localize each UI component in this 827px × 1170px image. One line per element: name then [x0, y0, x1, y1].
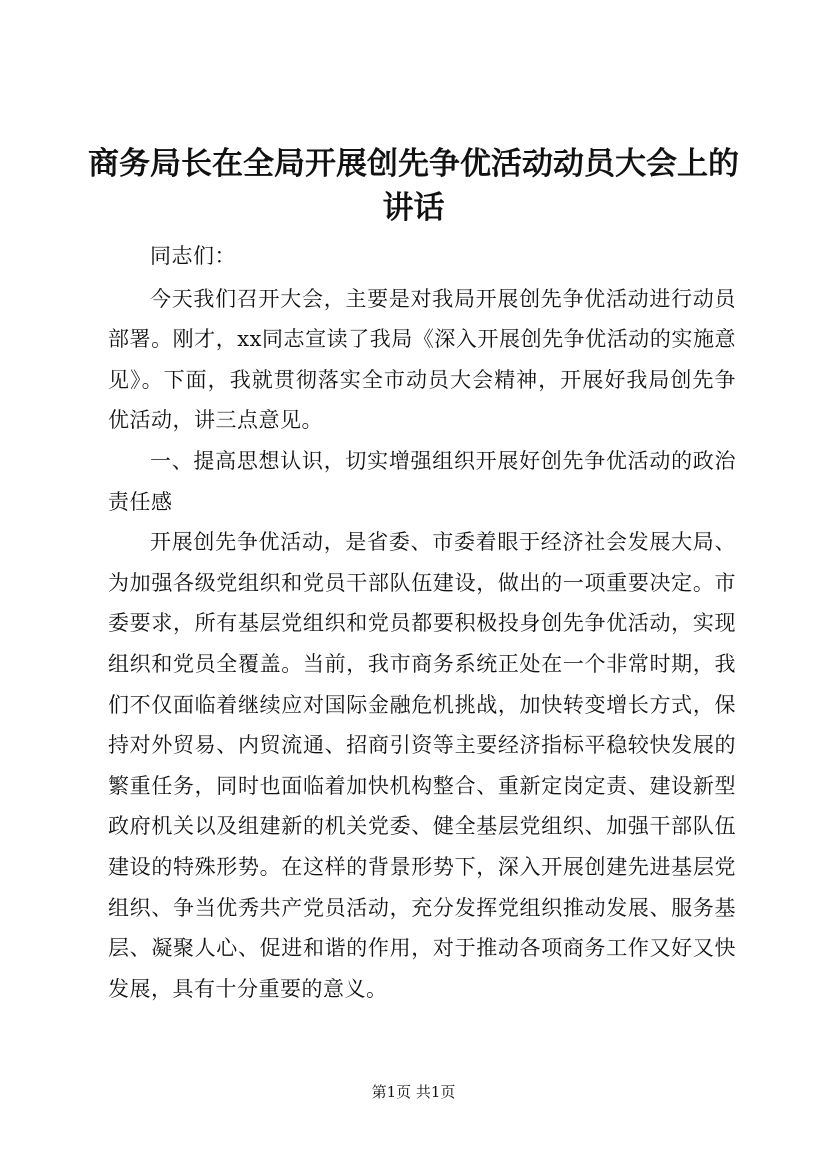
document-title: 商务局长在全局开展创先争优活动动员大会上的讲话 — [88, 146, 739, 226]
page-footer: 第1页 共1页 — [371, 1083, 456, 1101]
salutation: 同志们： — [150, 244, 236, 268]
document-body — [108, 236, 736, 1009]
section-heading-1: 一、提高思想认识，切实增强组织开展好创先争优活动的政治责任感 — [108, 448, 736, 514]
paragraph-section-1: 开展创先争优活动，是省委、市委着眼于经济社会发展大局、为加强各级党组织和党员干部队伍建设，做出的一项重要决定。市委要求，所有基层党组织和党员都要积极投身创先争优活动，实现组织和党员全覆盖。当前，我市商务系统正处在一个非常时期，我们不仅面临着继续应对国际金融危机挑战，加快转变增长方式，保持对外贸易、内贸流通、招商引资等主要经济指标平稳较快发展的繁重任务，同时也面临着加快机构整合、重新定岗定责、建设新型政府机关以及组建新的机关党委、健全基层党组织、加强干部队伍建设的特殊形势。在这样的背景形势下，深入开展创建先进基层党组织、争当优秀共产党员活动，充分发挥党组织推动发展、服务基层、凝聚人心、促进和谐的作用，对于推动各项商务工作又好又快发展，具有十分重要的意义。 — [108, 530, 736, 1001]
paragraph-intro: 今天我们召开大会，主要是对我局开展创先争优活动进行动员部署。刚才，xx同志宣读了我局《深入开展创先争优活动的实施意见》。下面，我就贯彻落实全市动员大会精神，开展好我局创先争优活动，讲三点意见。 — [108, 286, 736, 433]
